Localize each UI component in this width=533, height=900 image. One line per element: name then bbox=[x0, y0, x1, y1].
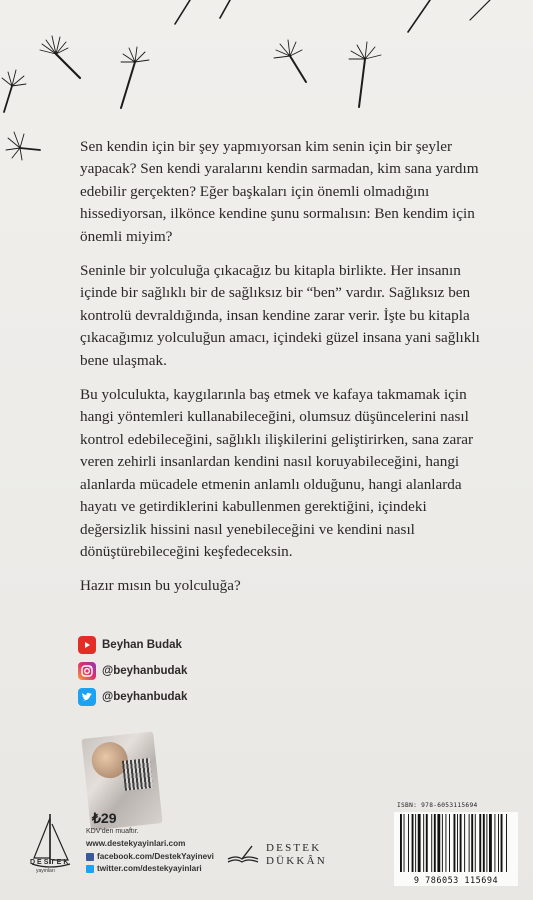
barcode-number: 9 786053 115694 bbox=[394, 876, 518, 886]
store-name-line-2: DÜKKÂN bbox=[266, 855, 327, 867]
youtube-icon bbox=[78, 636, 96, 654]
instagram-icon bbox=[78, 662, 96, 680]
publisher-links bbox=[86, 838, 214, 876]
twitter-publisher-link[interactable] bbox=[86, 863, 214, 876]
website-link[interactable] bbox=[86, 838, 214, 851]
website-text: www.destekyayinlari.com bbox=[86, 839, 186, 848]
store-name bbox=[266, 842, 327, 868]
blurb-paragraph-1: Sen kendin için bir şey yapmıyorsan kim senin için bir şeyler yapacak? Sen kendi yaralarını kendin sarmadan, kim sana yardım edebilir gerçekten? Eğer başkaları için önemli olmadığını hissediyorsan, ilkönce kendine şunu sormalısın: Ben kendim için önemli miyim? bbox=[80, 138, 479, 245]
facebook-link[interactable] bbox=[86, 851, 214, 864]
hologram-qr-code bbox=[122, 758, 153, 791]
facebook-text: facebook.com/DestekYayinevi bbox=[97, 851, 214, 861]
publisher-subtitle: yayınları bbox=[36, 868, 55, 874]
tax-note: KDV'den muaftır. bbox=[86, 828, 139, 835]
twitter-handle: @beyhanbudak bbox=[102, 691, 188, 703]
blurb-paragraph-3: Bu yolculukta, kaygılarınla baş etmek ve kafaya takmamak için hangi yöntemleri kullanabileceğini, olumsuz düşüncelerini nasıl kontrol edebileceğini, sağlıklı ilişkilerini geliştirirken, sana zarar veren zehirli insanlardan kendini nasıl koruyabileceğini, hangi alanlarda mücadele etmenin anlamlı olduğunu, hangi alanlarda hayatı ve getirdiklerini kabullenmen gerektiğini, içindeki değersizlik hissini nasıl yenebileceğini ve kendini nasıl dönüştürebileceğini keşfedeceksin. bbox=[80, 386, 474, 560]
quill-book-icon bbox=[226, 845, 260, 865]
youtube-handle: Beyhan Budak bbox=[102, 639, 182, 651]
facebook-icon bbox=[86, 853, 94, 861]
isbn-barcode bbox=[394, 812, 518, 882]
publisher-name: DESTEK bbox=[30, 859, 71, 866]
author-social-links bbox=[78, 632, 187, 710]
twitter-icon bbox=[78, 688, 96, 706]
instagram-handle: @beyhanbudak bbox=[102, 665, 188, 677]
blurb-paragraph-2: Seninle bir yolculuğa çıkacağız bu kitapla birlikte. Her insanın içinde bir sağlıklı bir de sağlıksız bir “ben” vardır. Sağlıksız ben kontrolü devraldığında, insan kendine zarar verir. İşte bu kitapla çıkacağımız yolculuğun amacı, içindeki güzel insana yani sağlıklı bene ulaşmak. bbox=[80, 262, 480, 369]
isbn-label: ISBN: 978-6053115694 bbox=[397, 802, 478, 809]
destek-dukkan-logo bbox=[226, 842, 327, 868]
blurb-paragraph-4: Hazır mısın bu yolculuğa? bbox=[80, 577, 241, 595]
twitter-small-icon bbox=[86, 865, 94, 873]
back-cover-blurb bbox=[80, 136, 490, 610]
instagram-link[interactable] bbox=[78, 658, 187, 684]
twitter-publisher-text: twitter.com/destekyayinlari bbox=[97, 864, 202, 873]
twitter-link[interactable] bbox=[78, 684, 187, 710]
store-name-line-1: DESTEK bbox=[266, 842, 322, 854]
youtube-link[interactable] bbox=[78, 632, 187, 658]
price-label: ₺29 bbox=[92, 810, 117, 826]
